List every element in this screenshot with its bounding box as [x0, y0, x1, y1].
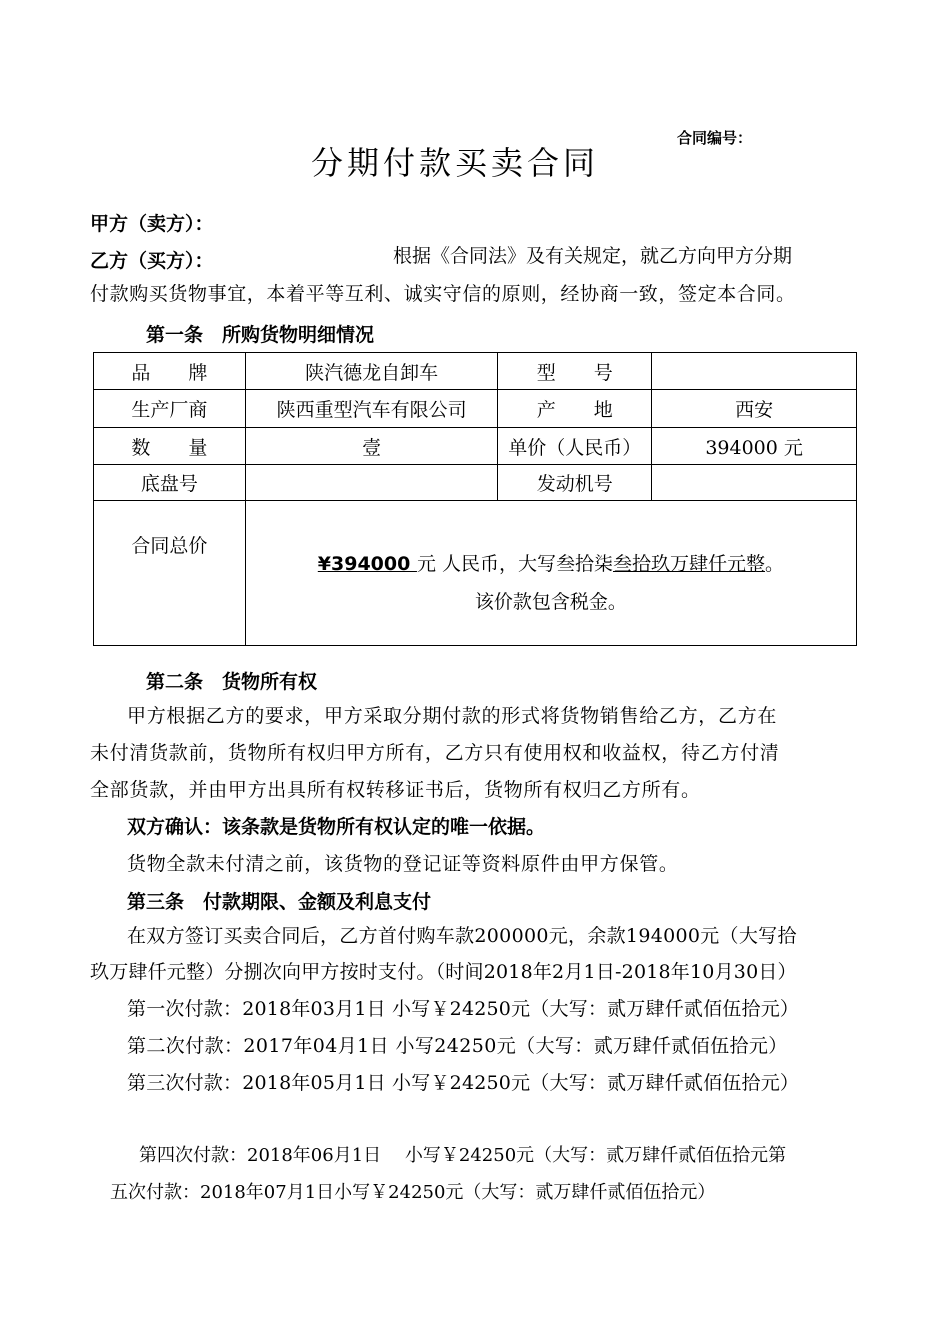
payment-1: 第一次付款：2018年03月1日 小写￥24250元（大写：贰万肆仟贰佰伍拾元） [127, 998, 800, 1020]
brand-label: 品 牌 [94, 353, 246, 390]
ownership-confirmation: 双方确认：该条款是货物所有权认定的唯一依据。 [127, 816, 546, 838]
payment-4: 第四次付款：2018年06月1日 小写￥24250元（大写：贰万肆仟贰佰伍拾元第 [139, 1145, 787, 1166]
total-price-cell [245, 501, 856, 646]
chassis-label: 底盘号 [94, 465, 246, 501]
origin-value: 西安 [652, 390, 857, 428]
unit-price-value: 394000 元 [652, 428, 857, 465]
article3-line2: 玖万肆仟元整）分捌次向甲方按时支付。（时间2018年2月1日-2018年10月30日） [90, 961, 797, 983]
payment-5: 五次付款：2018年07月1日小写￥24250元（大写：贰万肆仟贰佰伍拾元） [110, 1182, 716, 1203]
engine-label: 发动机号 [498, 465, 652, 501]
total-end: 。 [765, 553, 785, 575]
article3-line1: 在双方签订买卖合同后，乙方首付购车款200000元，余款194000元（大写拾 [127, 925, 797, 947]
maker-label: 生产厂商 [94, 390, 246, 428]
party-a-label: 甲方（卖方）： [90, 213, 214, 235]
model-value [652, 353, 857, 390]
goods-detail-table [93, 352, 857, 646]
article2-heading: 第二条 货物所有权 [146, 671, 318, 693]
quantity-value: 壹 [245, 428, 498, 465]
article1-heading: 第一条 所购货物明细情况 [146, 324, 375, 346]
table-row [94, 353, 857, 390]
brand-value: 陕汽德龙自卸车 [245, 353, 498, 390]
payment-3: 第三次付款：2018年05月1日 小写￥24250元（大写：贰万肆仟贰佰伍拾元） [127, 1072, 800, 1094]
contract-number-label: 合同编号： [677, 129, 753, 147]
origin-label: 产 地 [498, 390, 652, 428]
quantity-label: 数 量 [94, 428, 246, 465]
intro-text-line2: 付款购买货物事宜，本着平等互利、诚实守信的原则，经协商一致，签定本合同。 [90, 283, 796, 305]
document-title: 分期付款买卖合同 [310, 144, 599, 182]
tax-note: 该价款包含税金。 [474, 591, 627, 613]
custody-clause: 货物全款未付清之前，该货物的登记证等资料原件由甲方保管。 [127, 853, 679, 875]
total-price-line [246, 549, 856, 579]
article3-heading: 第三条 付款期限、金额及利息支付 [127, 891, 432, 913]
total-amount-upper: 叁拾玖万肆仟元整 [613, 553, 766, 575]
table-row [94, 390, 857, 428]
article2-line1: 甲方根据乙方的要求，甲方采取分期付款的形式将货物销售给乙方，乙方在 [127, 705, 778, 727]
model-label: 型 号 [498, 353, 652, 390]
party-b-label: 乙方（买方）： [90, 250, 214, 272]
article2-line3: 全部货款，并由甲方出具所有权转移证书后，货物所有权归乙方所有。 [90, 779, 701, 801]
unit-price-label: 单价（人民币） [498, 428, 652, 465]
maker-value: 陕西重型汽车有限公司 [245, 390, 498, 428]
payment-2: 第二次付款：2017年04月1日 小写24250元（大写：贰万肆仟贰佰伍拾元） [127, 1035, 788, 1057]
total-amount: ¥394000 [317, 553, 417, 575]
article2-line2: 未付清货款前，货物所有权归甲方所有，乙方只有使用权和收益权，待乙方付清 [90, 742, 780, 764]
total-amount-text: 元 人民币，大写叁拾柒 [416, 553, 613, 575]
intro-text-line1: 根据《合同法》及有关规定，就乙方向甲方分期 [393, 245, 793, 267]
table-row [94, 428, 857, 465]
table-row [94, 465, 857, 501]
table-row [94, 501, 857, 646]
engine-value [652, 465, 857, 501]
total-price-label: 合同总价 [94, 501, 246, 646]
chassis-value [245, 465, 498, 501]
